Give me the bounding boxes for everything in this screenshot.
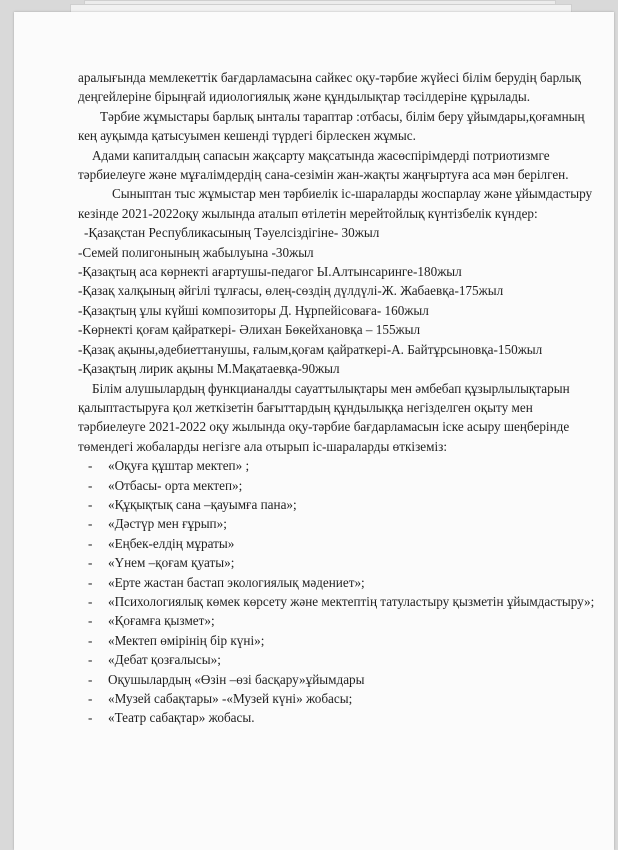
project-item-text: «Мектеп өмірінің бір күні»; (108, 632, 265, 648)
paragraph-anniversaries-intro: Сыныптан тыс жұмыстар мен тәрбиелік іс-шараларды жоспарлау және ұйымдастыру кезінде 2021-2022оқу жылында аталып өтілетін мерейтойлық күнтізбелік күндер: (78, 186, 593, 221)
list-dash: - (88, 458, 93, 474)
anniversary-item: -Қазақтың ұлы күйші композиторы Д. Нұрпейісоваға- 160жыл (78, 302, 429, 318)
project-item (78, 631, 603, 650)
project-item-text: «Құқықтық сана –қауымға пана»; (108, 496, 297, 512)
list-dash: - (88, 613, 93, 629)
list-dash: - (88, 496, 93, 512)
anniversary-item: -Қазақтың лирик ақыны М.Мақатаевқа-90жыл (78, 361, 340, 377)
anniversary-list (78, 223, 603, 378)
anniversary-item: -Қазақстан Республикасының Тәуелсіздігіне- 30жыл (84, 225, 380, 241)
project-item-text: «Дебат қозғалысы»; (108, 652, 221, 668)
project-item (78, 553, 603, 572)
project-item (78, 689, 603, 708)
project-item-text: «Оқуға құштар мектеп» ; (108, 458, 250, 474)
paragraph-upbringing: Тәрбие жұмыстары барлық ынталы тараптар :отбасы, білім беру ұйымдары,қоғамның кең ауқымда қатысуымен кешенді түрдегі бірлескен жұмыс. (78, 108, 585, 144)
project-item (78, 534, 603, 553)
list-dash: - (88, 535, 93, 551)
project-item (78, 456, 603, 475)
list-dash: - (88, 593, 93, 609)
project-item (78, 495, 603, 514)
project-item (78, 592, 603, 611)
project-item (78, 476, 603, 495)
project-list (78, 456, 603, 728)
list-dash: - (88, 632, 93, 648)
project-item (78, 708, 603, 727)
project-item (78, 573, 603, 592)
anniversary-item: -Көрнекті қоғам қайраткері- Әлихан Бөкейхановқа – 155жыл (78, 322, 421, 338)
anniversary-item: -Семей полигонының жабылуына -30жыл (78, 244, 314, 260)
project-item (78, 514, 603, 533)
paragraph-human-capital: Адами капиталдың сапасын жақсарту мақсатында жасөспірімдерді потриотизмге тәрбиелеуге және мұғалімдердің сана-сезімін жан-жақты жаңғыртуға аса мән берілген. (78, 147, 569, 183)
project-item-text: «Дәстүр мен ғұрып»; (108, 516, 227, 532)
anniversary-item: -Қазақ ақыны,әдебиеттанушы, ғалым,қоғам қайраткері-А. Байтұрсыновқа-150жыл (78, 341, 543, 357)
list-dash: - (88, 691, 93, 706)
anniversary-item: -Қазақтың аса көрнекті ағартушы-педагог Ы.Алтынсаринге-180жыл (78, 264, 462, 280)
project-item-text: «Психологиялық көмек көрсету және мектептің татуластыру қызметін ұйымдастыру»; (108, 593, 595, 609)
list-dash: - (88, 516, 93, 532)
list-dash: - (88, 555, 93, 571)
project-item-text: «Театр сабақтар» жобасы. (108, 710, 255, 726)
project-item-text: «Үнем –қоғам қуаты»; (108, 555, 235, 571)
paragraph-intro: аралығында мемлекеттік бағдарламасына сайкес оқу-тәрбие жүйесі білім берудің барлық деңгейлеріне бірыңғай идиологиялық және құндылықтар тәсілдеріне құрылады. (78, 70, 581, 105)
project-item-text: «Еңбек-елдің мұраты» (108, 535, 235, 551)
list-dash: - (88, 477, 93, 493)
list-dash: - (88, 671, 93, 687)
list-dash: - (88, 652, 93, 668)
list-dash: - (88, 574, 93, 590)
list-dash: - (88, 710, 93, 726)
document-body (78, 68, 603, 728)
project-item-text: Оқушылардың «Өзін –өзі басқару»ұйымдары (108, 671, 365, 687)
project-item (78, 611, 603, 630)
anniversary-item: -Қазақ халқының әйгілі тұлғасы, өлең-сөздің дүлдүлі-Ж. Жабаевқа-175жыл (78, 283, 504, 299)
project-item-text: «Музей сабақтары» -«Музей күні» жобасы; (108, 691, 353, 706)
project-item-text: «Отбасы- орта мектеп»; (108, 477, 243, 493)
paragraph-projects-intro: Білім алушылардың функцианалды сауаттылықтары мен әмбебап құзырлылықтарын қалыптастыруға қол жеткізетін бағыттардың құндылыққа негізделген оқыту мен тәрбиелеуге 2021-2022 оқу жылында оқу-тәрбие бағдарламасын іске асыру шеңберінде төмендегі жобаларды негізге ала отырып іс-шараларды өткіземіз: (78, 380, 570, 454)
project-item-text: «Қоғамға қызмет»; (108, 613, 215, 629)
project-item (78, 650, 603, 669)
project-item (78, 670, 603, 689)
project-item-text: «Ерте жастан бастап экологиялық мәдениет»; (108, 574, 365, 590)
